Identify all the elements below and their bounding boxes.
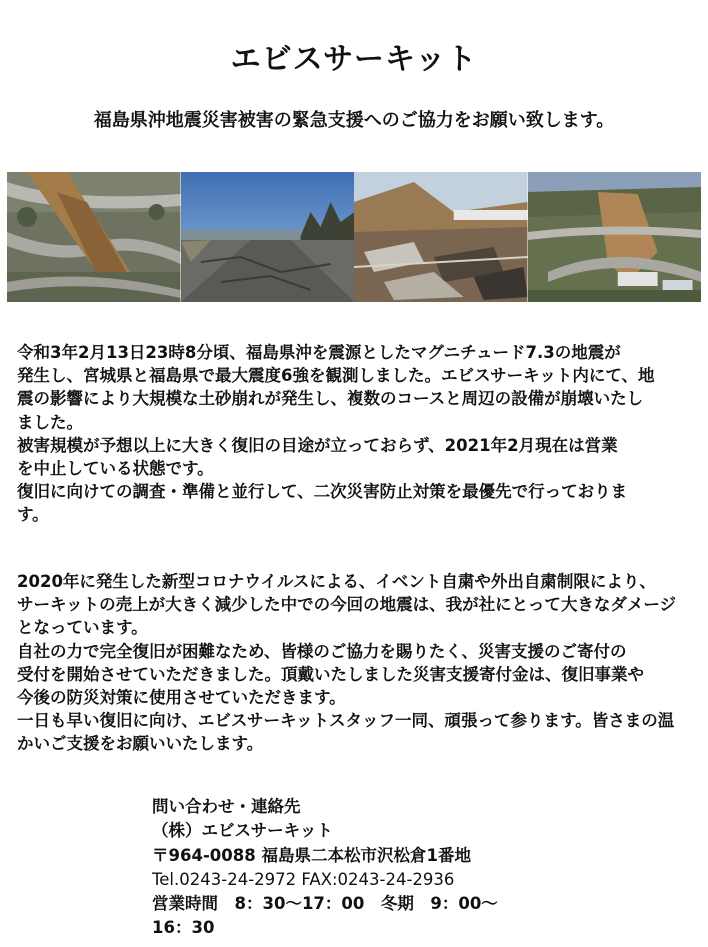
text-line: を中止している状態です。 bbox=[17, 459, 214, 479]
text-line: 復旧に向けての調査・準備と並行して、二次災害防止対策を最優先で行っておりま bbox=[17, 482, 628, 502]
text-line: 自社の力で完全復旧が困難なため、皆様のご協力を賜りたく、災害支援のご寄付の bbox=[17, 641, 627, 661]
business-hours: 営業時間 8：30〜17：00 冬期 9：00〜 bbox=[152, 894, 498, 914]
text-line: 2020年に発生した新型コロナウイルスによる、イベント自粛や外出自粛制限により、 bbox=[17, 572, 656, 591]
earthquake-description bbox=[17, 341, 697, 527]
text-line: 今後の防災対策に使用させていただきます。 bbox=[17, 688, 346, 708]
company-name: （株）エビスサーキット bbox=[152, 821, 333, 841]
phone-fax: Tel.0243-24-2972 FAX:0243-24-2936 bbox=[152, 869, 455, 889]
text-line: す。 bbox=[17, 505, 49, 525]
text-line: かいご支援をお願いいたします。 bbox=[17, 734, 264, 754]
aerial-landslide-photo bbox=[7, 172, 181, 302]
page-subtitle: 福島県沖地震災害被害の緊急支援へのご協力をお願い致します。 bbox=[93, 110, 615, 131]
text-line: 一日も早い復旧に向け、エビスサーキットスタッフ一同、頑張って参ります。皆さまの温 bbox=[17, 711, 675, 731]
damage-photo-strip bbox=[7, 172, 701, 302]
cracked-road-photo bbox=[181, 172, 355, 302]
text-line: 被害規模が予想以上に大きく復旧の目途が立っておらず、2021年2月現在は営業 bbox=[17, 435, 618, 455]
postal-address: 〒964-0088 福島県二本松市沢松倉1番地 bbox=[152, 845, 471, 865]
text-line: 震の影響により大規模な土砂崩れが発生し、複数のコースと周辺の設備が崩壊いたし bbox=[17, 389, 644, 409]
text-line: サーキットの売上が大きく減少した中での今回の地震は、我が社にとって大きなダメージ bbox=[17, 595, 677, 615]
donation-appeal bbox=[17, 570, 697, 756]
contact-block bbox=[152, 795, 672, 941]
text-line: 受付を開始させていただきました。頂戴いたしました災害支援寄付金は、復旧事業や bbox=[17, 664, 644, 684]
business-hours-continued: 16：30 bbox=[152, 918, 215, 938]
page-title: エビスサーキット bbox=[230, 42, 478, 77]
text-line: 発生し、宮城県と福島県で最大震度6強を観測しました。エビスサーキット内にて、地 bbox=[17, 366, 655, 386]
collapsed-debris-photo bbox=[354, 172, 528, 302]
text-line: となっています。 bbox=[17, 618, 148, 638]
aerial-circuit-damage-photo bbox=[528, 172, 702, 302]
text-line: ました。 bbox=[17, 412, 83, 432]
text-line: 令和3年2月13日23時8分頃、福島県沖を震源としたマグニチュード7.3の地震が bbox=[17, 343, 621, 362]
contact-heading: 問い合わせ・連絡先 bbox=[152, 797, 301, 816]
